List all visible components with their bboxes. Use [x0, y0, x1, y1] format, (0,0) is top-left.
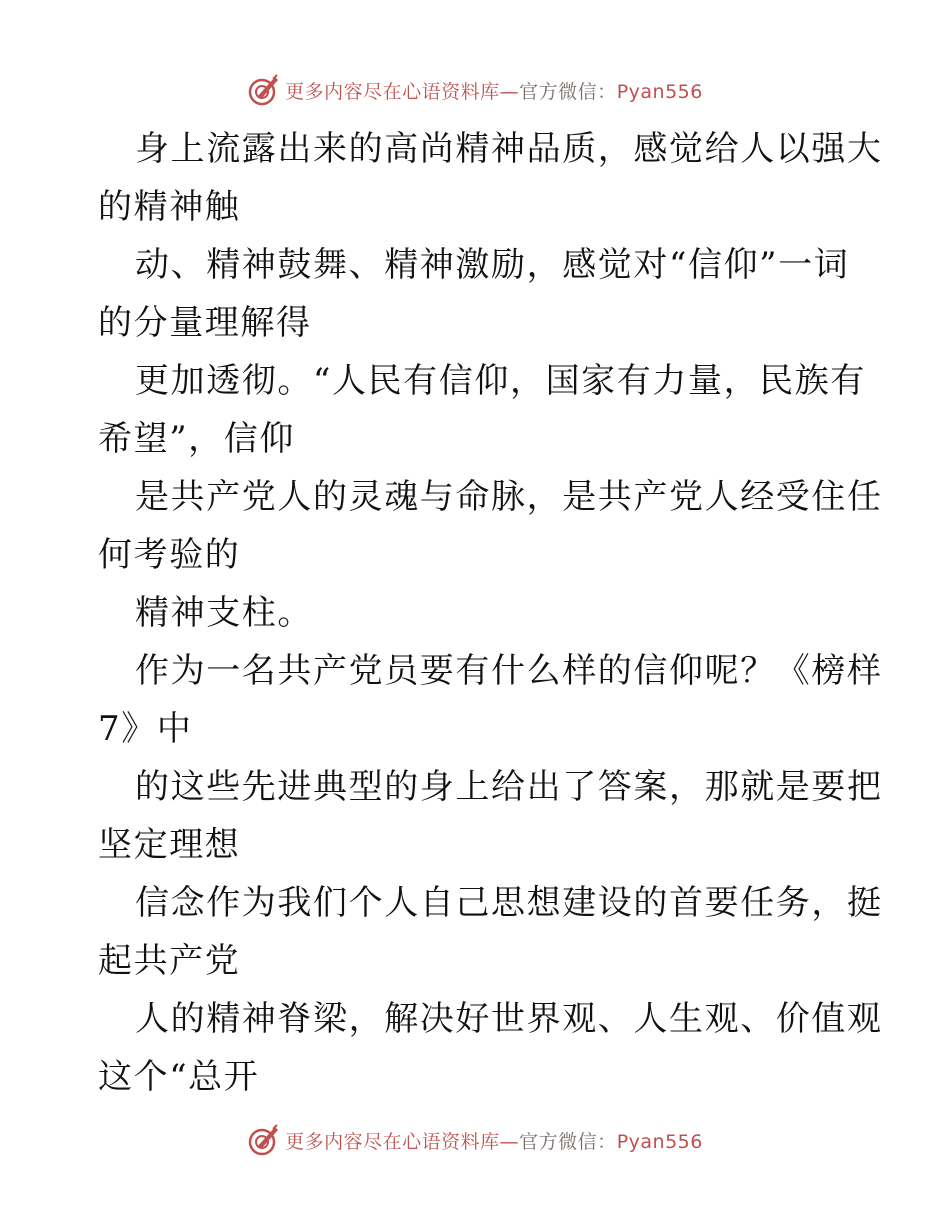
text-line: 人的精神脊梁，解决好世界观、人生观、价值观 — [135, 999, 883, 1039]
text-line: 精神支柱。 — [135, 593, 313, 633]
watermark-brand: 更多内容尽在心语资料库— — [285, 80, 520, 103]
quill-logo-icon — [247, 1123, 281, 1157]
watermark-wechat-label: 官方微信： — [519, 1130, 617, 1153]
text-line: 7》中 — [98, 709, 193, 749]
text-line: 何考验的 — [98, 535, 241, 575]
quill-logo-icon — [247, 73, 281, 107]
text-line: 的分量理解得 — [98, 303, 312, 343]
text-line: 是共产党人的灵魂与命脉，是共产党人经受住任 — [135, 477, 883, 517]
text-line: 更加透彻。“人民有信仰，国家有力量，民族有 — [135, 361, 866, 401]
watermark-text — [285, 1127, 703, 1154]
text-line: 身上流露出来的高尚精神品质，感觉给人以强大 — [135, 129, 883, 169]
document-body — [98, 120, 883, 1106]
watermark-wechat-label: 官方微信： — [519, 80, 617, 103]
header-watermark — [0, 70, 950, 110]
text-line: 希望”，信仰 — [98, 419, 295, 459]
text-line: 动、精神鼓舞、精神激励，感觉对“信仰”一词 — [135, 245, 850, 285]
watermark-wechat-id: Pyan556 — [616, 1130, 703, 1153]
text-line: 的精神触 — [98, 187, 241, 227]
watermark-wechat-id: Pyan556 — [616, 80, 703, 103]
text-line: 这个“总开 — [98, 1057, 260, 1097]
text-line: 坚定理想 — [98, 825, 241, 865]
footer-watermark — [0, 1120, 950, 1160]
watermark-brand: 更多内容尽在心语资料库— — [285, 1130, 520, 1153]
text-line: 的这些先进典型的身上给出了答案，那就是要把 — [135, 767, 883, 807]
watermark-text — [285, 77, 703, 104]
text-line: 信念作为我们个人自己思想建设的首要任务，挺 — [135, 883, 883, 923]
text-line: 起共产党 — [98, 941, 241, 981]
text-line: 作为一名共产党员要有什么样的信仰呢？《榜样 — [135, 651, 883, 691]
